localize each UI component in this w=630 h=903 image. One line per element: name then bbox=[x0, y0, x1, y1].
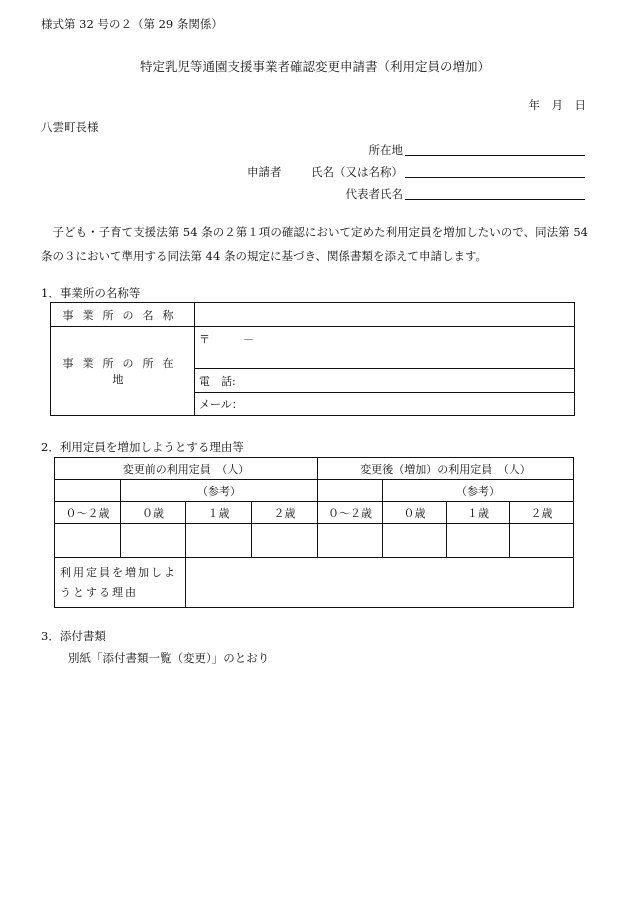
phone-label: 電 話: bbox=[199, 374, 236, 388]
after-reference-label: （参考） bbox=[383, 480, 574, 502]
name-input-line[interactable] bbox=[405, 177, 585, 178]
date-field: 年 月 日 bbox=[528, 98, 586, 112]
email-label: メール： bbox=[199, 398, 243, 411]
blank-cell bbox=[318, 480, 383, 502]
facility-name-cell[interactable] bbox=[195, 303, 575, 327]
phone-cell[interactable] bbox=[195, 369, 575, 393]
form-number: 様式第 32 号の２（第 29 条関係） bbox=[41, 17, 223, 31]
representative-label: 代表者氏名 bbox=[345, 187, 403, 201]
reason-label: 利用定員を増加しようとする理由 bbox=[55, 558, 186, 608]
after-age-0-2-header: ０～２歳 bbox=[318, 502, 383, 524]
address-label: 所在地 bbox=[368, 143, 403, 157]
before-age-0-2-value[interactable] bbox=[55, 524, 121, 558]
application-statement: 子ども・子育て支援法第 54 条の２第１項の確認において定めた利用定員を増加したいので、同法第 54 条の３において準用する同法第 44 条の規定に基づき、関係書類を添えて申請します。 bbox=[41, 225, 588, 263]
before-reference-label: （参考） bbox=[121, 480, 318, 502]
capacity-table bbox=[54, 457, 574, 608]
after-age-0-value[interactable] bbox=[383, 524, 447, 558]
before-age-2-header: ２歳 bbox=[252, 502, 318, 524]
email-cell[interactable] bbox=[195, 393, 575, 416]
before-age-2-value[interactable] bbox=[252, 524, 318, 558]
applicant-label: 申請者 bbox=[247, 165, 282, 179]
reason-cell[interactable] bbox=[186, 558, 574, 608]
after-age-1-value[interactable] bbox=[447, 524, 510, 558]
name-label: 氏名（又は名称） bbox=[311, 165, 403, 179]
section3-title: 3．添付書類 bbox=[41, 629, 106, 643]
before-capacity-header: 変更前の利用定員 （人） bbox=[55, 458, 318, 480]
after-age-0-2-value[interactable] bbox=[318, 524, 383, 558]
addressee: 八雲町長様 bbox=[41, 120, 99, 134]
after-age-2-value[interactable] bbox=[510, 524, 574, 558]
facility-address-label: 事業所の所在地 bbox=[51, 327, 195, 416]
facility-name-label: 事業所の名称 bbox=[51, 303, 195, 327]
facility-table bbox=[50, 302, 575, 416]
after-age-1-header: １歳 bbox=[447, 502, 510, 524]
attachment-note: 別紙「添付書類一覧（変更）」のとおり bbox=[68, 651, 270, 665]
after-capacity-header: 変更後（増加）の利用定員 （人） bbox=[318, 458, 574, 480]
postal-mark: 〒 － bbox=[199, 333, 254, 346]
before-age-0-header: ０歳 bbox=[121, 502, 186, 524]
section1-title: 1．事業所の名称等 bbox=[41, 286, 141, 300]
before-age-0-2-header: ０～２歳 bbox=[55, 502, 121, 524]
representative-input-line[interactable] bbox=[405, 199, 585, 200]
after-age-0-header: ０歳 bbox=[383, 502, 447, 524]
address-input-line[interactable] bbox=[405, 155, 585, 156]
blank-cell bbox=[55, 480, 121, 502]
postal-code-cell[interactable] bbox=[195, 327, 575, 369]
before-age-1-header: １歳 bbox=[186, 502, 252, 524]
section2-title: 2．利用定員を増加しようとする理由等 bbox=[41, 440, 244, 454]
before-age-1-value[interactable] bbox=[186, 524, 252, 558]
document-title: 特定乳児等通園支援事業者確認変更申請書（利用定員の増加） bbox=[139, 59, 490, 74]
after-age-2-header: ２歳 bbox=[510, 502, 574, 524]
before-age-0-value[interactable] bbox=[121, 524, 186, 558]
